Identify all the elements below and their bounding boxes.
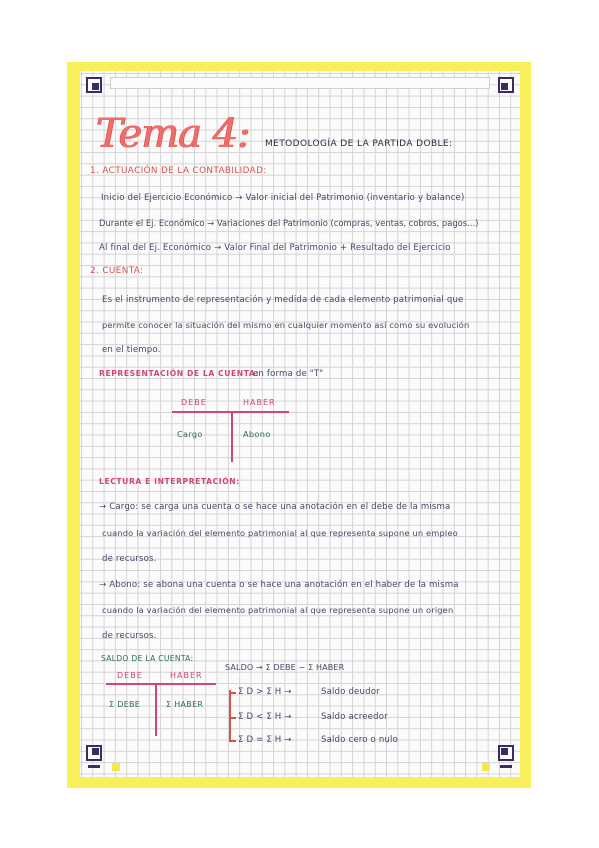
cases-bracket bbox=[229, 717, 236, 719]
text-line: cuando la variación del elemento patrimonial al que representa supone un empleo bbox=[102, 528, 458, 538]
page-subtitle: METODOLOGÍA DE LA PARTIDA DOBLE: bbox=[265, 139, 453, 149]
saldo-t-vertical bbox=[155, 684, 157, 736]
text-line: en el tiempo. bbox=[102, 345, 161, 355]
t-account-vertical bbox=[231, 412, 233, 462]
t-account-cargo: Cargo bbox=[177, 429, 203, 439]
text-line: de recursos. bbox=[102, 554, 157, 564]
t-account-haber: HABER bbox=[243, 398, 276, 407]
corner-mark-icon bbox=[86, 745, 102, 761]
cases-bracket bbox=[229, 740, 236, 742]
corner-dot bbox=[112, 763, 120, 771]
text-line: Inicio del Ejercicio Económico → Valor inicial del Patrimonio (inventario y balance) bbox=[101, 193, 465, 203]
header-bar bbox=[110, 77, 490, 89]
saldo-t-haber: HABER bbox=[170, 671, 203, 680]
saldo-t-debe: DEBE bbox=[117, 671, 143, 680]
corner-mark-icon bbox=[86, 77, 102, 93]
text-line: → Cargo: se carga una cuenta o se hace una anotación en el debe de la misma bbox=[99, 502, 451, 512]
saldo-t-horizontal bbox=[106, 683, 216, 685]
case-condition: Σ D > Σ H → bbox=[238, 687, 292, 697]
corner-bar bbox=[500, 765, 512, 768]
case-result: Saldo deudor bbox=[321, 687, 380, 697]
cases-bracket bbox=[229, 690, 231, 740]
representation-label: REPRESENTACIÓN DE LA CUENTA: bbox=[99, 369, 260, 378]
saldo-t-debe-sum: Σ DEBE bbox=[109, 700, 141, 709]
corner-bar bbox=[88, 765, 100, 768]
saldo-formula: SALDO → Σ DEBE − Σ HABER bbox=[225, 663, 345, 672]
case-result: Saldo cero o nulo bbox=[321, 735, 398, 745]
t-account-debe: DEBE bbox=[181, 398, 207, 407]
section-heading: 2. CUENTA: bbox=[90, 266, 144, 276]
page-title: Tema 4: bbox=[96, 111, 250, 157]
text-line: Durante el Ej. Económico → Variaciones del Patrimonio (compras, ventas, cobros, pagos...) bbox=[99, 218, 479, 228]
corner-dot bbox=[482, 763, 490, 771]
section-heading: 1. ACTUACIÓN DE LA CONTABILIDAD: bbox=[90, 166, 267, 176]
case-condition: Σ D = Σ H → bbox=[238, 735, 292, 745]
saldo-t-haber-sum: Σ HABER bbox=[166, 700, 204, 709]
corner-mark-icon bbox=[498, 745, 514, 761]
case-condition: Σ D < Σ H → bbox=[238, 712, 292, 722]
text-line: Al final del Ej. Económico → Valor Final del Patrimonio + Resultado del Ejercicio bbox=[99, 243, 451, 253]
saldo-label: SALDO DE LA CUENTA: bbox=[101, 654, 194, 663]
case-result: Saldo acreedor bbox=[321, 712, 388, 722]
lectura-label: LECTURA E INTERPRETACIÓN: bbox=[99, 477, 240, 486]
text-line: permite conocer la situación del mismo en cualquier momento así como su evolución bbox=[102, 320, 470, 330]
cases-bracket bbox=[229, 692, 236, 694]
t-account-abono: Abono bbox=[243, 429, 271, 439]
corner-mark-icon bbox=[498, 77, 514, 93]
text-line: de recursos. bbox=[102, 631, 157, 641]
text-line: → Abono: se abona una cuenta o se hace una anotación en el haber de la misma bbox=[99, 580, 459, 590]
text-line: Es el instrumento de representación y medida de cada elemento patrimonial que bbox=[102, 295, 464, 305]
text-line: cuando la variación del elemento patrimonial al que representa supone un origen bbox=[102, 605, 454, 615]
representation-text: en forma de "T" bbox=[253, 369, 324, 379]
